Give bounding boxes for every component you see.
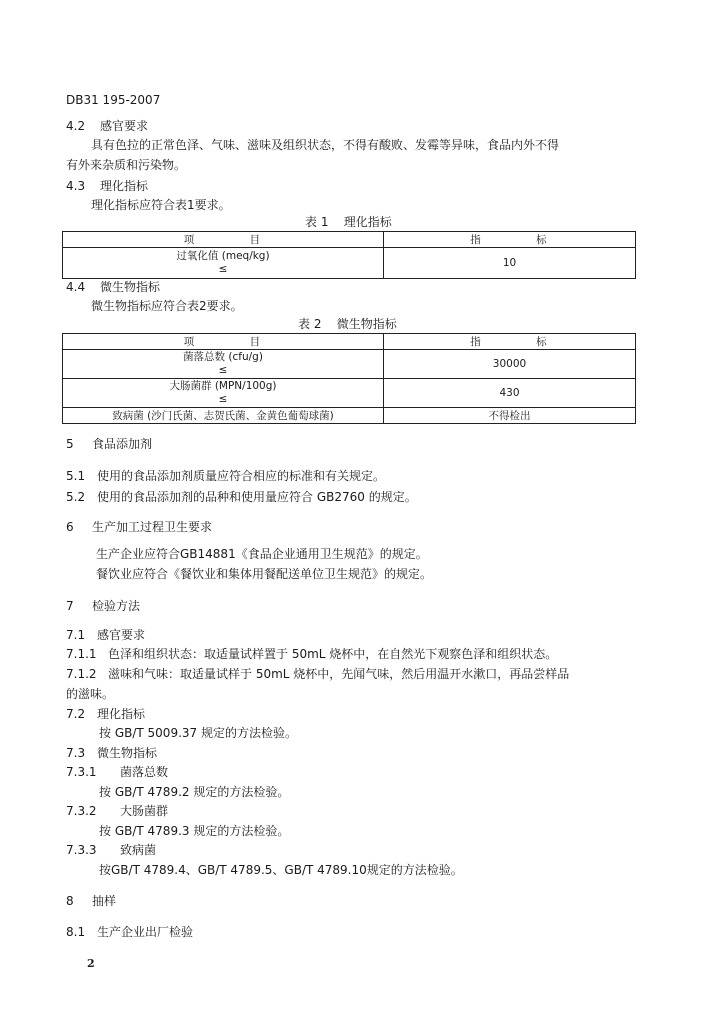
table-header-row	[63, 334, 636, 350]
clause-7-2	[66, 706, 145, 722]
row-item	[63, 350, 384, 379]
clause-5-2	[66, 489, 417, 505]
section-5-heading	[66, 436, 152, 452]
section-title: 感官要求	[100, 119, 149, 133]
section-number: 4.4	[66, 280, 86, 294]
item-operator: ≤	[218, 263, 228, 275]
section-number: 5	[66, 437, 74, 451]
clause-number: 5.1	[66, 469, 86, 483]
header-item: 项 目	[63, 334, 384, 350]
paragraph-line: 微生物指标应符合表2要求。	[91, 299, 243, 313]
section-4-2-heading	[66, 118, 148, 134]
table-2-caption: 表 2 微生物指标	[298, 317, 397, 331]
row-value: 430	[384, 379, 636, 408]
paragraph-line: 具有色拉的正常色泽、气味、滋味及组织状态，不得有酸败、发霉等异味，食品内外不得	[91, 138, 560, 152]
row-item	[63, 379, 384, 408]
paragraph-line: 有外来杂质和污染物。	[66, 158, 187, 172]
section-title: 食品添加剂	[92, 437, 153, 451]
clause-text: 滋味和气味：取适量试样于 50mL 烧杯中，先闻气味，然后用温开水漱口，再品尝样品	[108, 667, 570, 681]
section-8-heading	[66, 893, 116, 909]
clause-number: 7.1.2	[66, 667, 97, 681]
section-number: 8	[66, 894, 74, 908]
paragraph-line: 理化指标应符合表1要求。	[91, 198, 231, 212]
clause-text: 使用的食品添加剂质量应符合相应的标准和有关规定。	[97, 469, 386, 483]
header-value: 指 标	[384, 232, 636, 248]
page-number: 2	[87, 957, 95, 970]
paragraph-line: 按 GB/T 4789.3 规定的方法检验。	[99, 824, 290, 838]
clause-title: 感官要求	[97, 628, 146, 642]
clause-7-3-1	[66, 764, 168, 780]
paragraph-line: 餐饮业应符合《餐饮业和集体用餐配送单位卫生规范》的规定。	[96, 567, 433, 581]
table-row	[63, 248, 636, 279]
row-item: 致病菌 (沙门氏菌、志贺氏菌、金黄色葡萄球菌)	[63, 408, 384, 424]
clause-7-1-2	[66, 666, 569, 682]
item-name: 大肠菌群 (MPN/100g)	[169, 380, 277, 392]
clause-number: 7.3.1	[66, 765, 97, 779]
table-row	[63, 408, 636, 424]
clause-title: 理化指标	[97, 707, 146, 721]
clause-text: 使用的食品添加剂的品种和使用量应符合 GB2760 的规定。	[97, 490, 417, 504]
clause-number: 7.3.2	[66, 804, 97, 818]
table-header-row	[63, 232, 636, 248]
paragraph-line: 生产企业应符合GB14881《食品企业通用卫生规范》的规定。	[96, 547, 428, 561]
clause-title: 菌落总数	[120, 765, 169, 779]
section-title: 微生物指标	[100, 280, 161, 294]
clause-number: 7.1.1	[66, 647, 97, 661]
section-7-heading	[66, 598, 140, 614]
paragraph-line: 的滋味。	[66, 687, 115, 701]
paragraph-line: 按 GB/T 4789.2 规定的方法检验。	[99, 785, 290, 799]
clause-7-1	[66, 627, 145, 643]
section-number: 6	[66, 520, 74, 534]
section-number: 7	[66, 599, 74, 613]
clause-number: 7.2	[66, 707, 86, 721]
item-operator: ≤	[218, 393, 228, 405]
header-value: 指 标	[384, 334, 636, 350]
paragraph-line: 按GB/T 4789.4、GB/T 4789.5、GB/T 4789.10规定的方法检验。	[99, 863, 463, 877]
header-item: 项 目	[63, 232, 384, 248]
section-title: 生产加工过程卫生要求	[92, 520, 213, 534]
table-1-caption: 表 1 理化指标	[305, 215, 392, 229]
item-operator: ≤	[218, 364, 228, 376]
row-value: 30000	[384, 350, 636, 379]
section-number: 4.2	[66, 119, 86, 133]
section-6-heading	[66, 519, 212, 535]
table-1	[62, 231, 636, 279]
clause-title: 微生物指标	[97, 746, 158, 760]
item-name: 菌落总数 (cfu/g)	[183, 351, 263, 363]
table-2	[62, 333, 636, 424]
clause-number: 7.3	[66, 746, 86, 760]
row-item	[63, 248, 384, 279]
clause-number: 8.1	[66, 925, 86, 939]
clause-title: 生产企业出厂检验	[97, 925, 194, 939]
section-title: 检验方法	[92, 599, 141, 613]
section-number: 4.3	[66, 179, 86, 193]
clause-5-1	[66, 468, 385, 484]
table-row	[63, 379, 636, 408]
item-name: 过氧化值 (meq/kg)	[176, 250, 270, 262]
clause-7-1-1	[66, 646, 557, 662]
clause-title: 致病菌	[120, 843, 157, 857]
section-title: 抽样	[92, 894, 117, 908]
table-row	[63, 350, 636, 379]
clause-number: 7.3.3	[66, 843, 97, 857]
document-code: DB31 195-2007	[66, 93, 161, 107]
row-value: 不得检出	[384, 408, 636, 424]
paragraph-line: 按 GB/T 5009.37 规定的方法检验。	[99, 726, 297, 740]
clause-number: 7.1	[66, 628, 86, 642]
row-value: 10	[384, 248, 636, 279]
clause-7-3	[66, 745, 157, 761]
clause-title: 大肠菌群	[120, 804, 169, 818]
section-title: 理化指标	[100, 179, 149, 193]
clause-8-1	[66, 924, 193, 940]
clause-number: 5.2	[66, 490, 86, 504]
section-4-3-heading	[66, 178, 148, 194]
clause-7-3-2	[66, 803, 168, 819]
clause-text: 色泽和组织状态：取适量试样置于 50mL 烧杯中，在自然光下观察色泽和组织状态。	[108, 647, 558, 661]
section-4-4-heading	[66, 279, 160, 295]
clause-7-3-3	[66, 842, 156, 858]
